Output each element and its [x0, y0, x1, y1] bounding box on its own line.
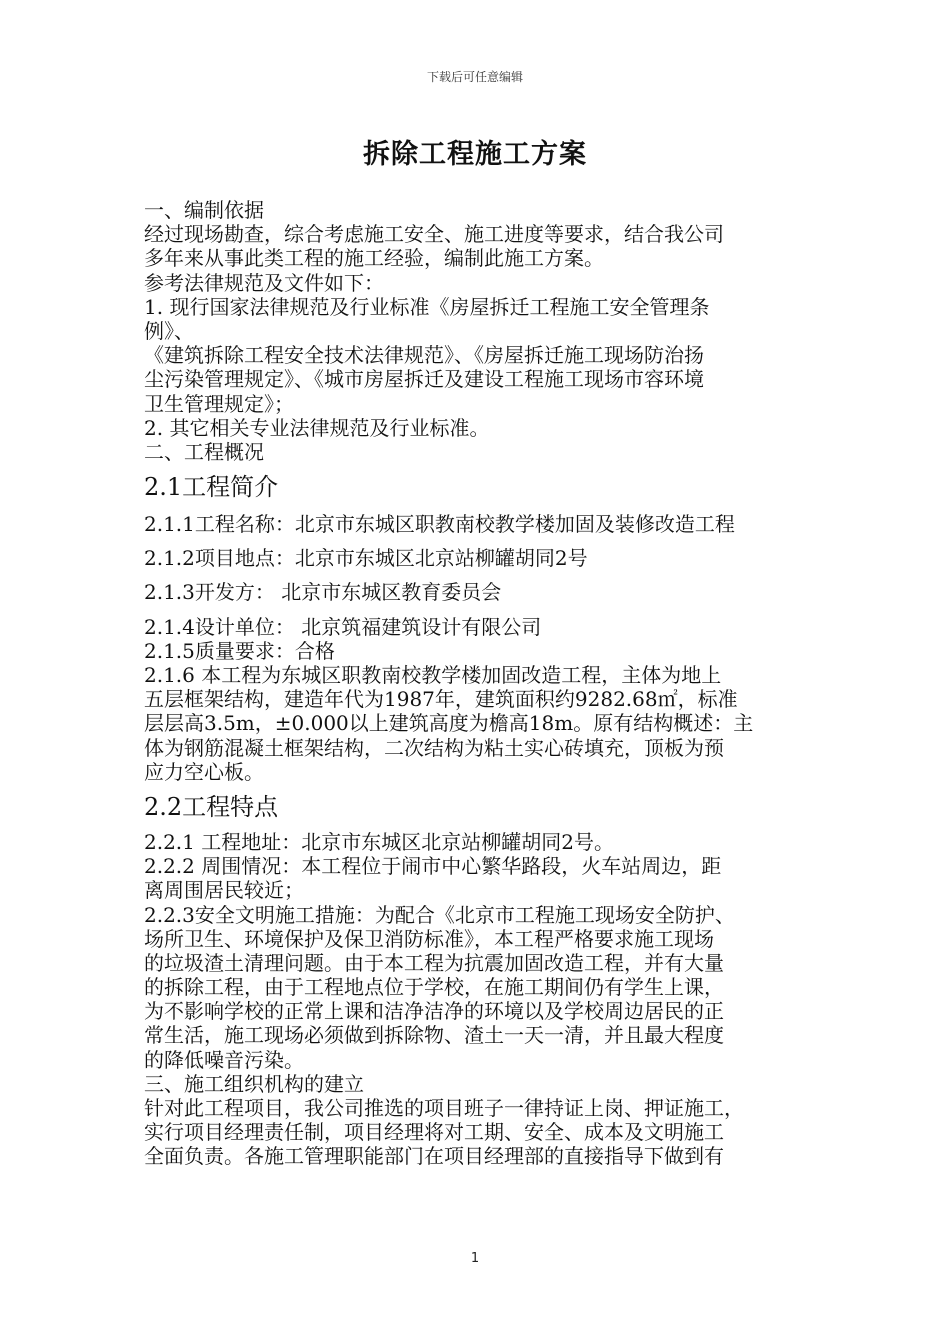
text-line: 五层框架结构，建造年代为1987年，建筑面积约9282.68㎡，标准: [144, 687, 738, 712]
text-line: 例》、: [144, 318, 194, 343]
item-project-name: 2.1.1工程名称：北京市东城区职教南校教学楼加固及装修改造工程: [144, 512, 735, 537]
text-line: 实行项目经理责任制，项目经理将对工期、安全、成本及文明施工: [144, 1120, 724, 1145]
text-line: 的垃圾渣土清理问题。由于本工程为抗震加固改造工程，并有大量: [144, 950, 724, 975]
text-line: 参考法律规范及文件如下：: [144, 270, 384, 295]
text-line: 针对此工程项目，我公司推选的项目班子一律持证上岗、押证施工，: [144, 1096, 744, 1120]
text-line: 1. 现行国家法律规范及行业标准《房屋拆迁工程施工安全管理条: [144, 294, 710, 319]
text-line: 多年来从事此类工程的施工经验，编制此施工方案。: [144, 246, 604, 271]
text-line: 的拆除工程，由于工程地点位于学校，在施工期间仍有学生上课，: [144, 975, 724, 1000]
text-line: 2.2.1 工程地址：北京市东城区北京站柳罐胡同2号。: [144, 829, 614, 854]
section-heading-2-2: 2.2工程特点: [144, 792, 279, 821]
text-line: 2.1.5质量要求：合格: [144, 638, 335, 663]
text-line: 卫生管理规定》；: [144, 391, 294, 416]
page-number: 1: [470, 1251, 480, 1266]
project-details-block: [144, 615, 808, 784]
document-body: [144, 198, 808, 1169]
text-line: 经过现场勘查，综合考虑施工安全、施工进度等要求，结合我公司: [144, 222, 724, 247]
text-line: 场所卫生、环境保护及保卫消防标准》，本工程严格要求施工现场: [144, 926, 714, 951]
text-line: 全面负责。各施工管理职能部门在项目经理部的直接指导下做到有: [144, 1144, 724, 1169]
text-line: 尘污染管理规定》、《城市房屋拆迁及建设工程施工现场市容环境: [144, 367, 704, 392]
text-line: 常生活，施工现场必须做到拆除物、渣土一天一清，并且最大程度: [144, 1023, 724, 1048]
text-line: 离周围居民较近；: [144, 878, 304, 903]
text-line: 为不影响学校的正常上课和洁净洁净的环境以及学校周边居民的正: [144, 999, 724, 1024]
text-line: 层层高3.5m，±0.000以上建筑高度为檐高18m。原有结构概述：主: [144, 711, 754, 736]
text-line: 2.1.4设计单位： 北京筑福建筑设计有限公司: [144, 614, 542, 639]
item-project-location: 2.1.2项目地点：北京市东城区北京站柳罐胡同2号: [144, 546, 588, 571]
text-line: 2.1.6 本工程为东城区职教南校教学楼加固改造工程，主体为地上: [144, 663, 722, 687]
text-line: 2. 其它相关专业法律规范及行业标准。: [144, 415, 490, 440]
item-developer: 2.1.3开发方： 北京市东城区教育委员会: [144, 580, 502, 605]
text-line: 三、施工组织机构的建立: [144, 1071, 364, 1096]
section-heading-2-1: 2.1工程简介: [144, 473, 279, 502]
compilation-basis-block: [144, 198, 808, 464]
text-line: 的降低噪音污染。: [144, 1047, 304, 1072]
text-line: 2.2.3安全文明施工措施：为配合《北京市工程施工现场安全防护、: [144, 902, 735, 927]
project-features-block: [144, 830, 808, 1169]
text-line: 2.2.2 周围情况：本工程位于闹市中心繁华路段，火车站周边，距: [144, 854, 722, 879]
document-title: 拆除工程施工方案: [363, 139, 587, 170]
text-line: 二、工程概况: [144, 439, 264, 464]
text-line: 体为钢筋混凝土框架结构，二次结构为粘土实心砖填充，顶板为预: [144, 735, 724, 760]
text-line: 《建筑拆除工程安全技术法律规范》、《房屋拆迁施工现场防治扬: [144, 343, 704, 368]
text-line: 一、编制依据: [144, 198, 264, 222]
header-note: 下载后可任意编辑: [426, 70, 523, 84]
text-line: 应力空心板。: [144, 759, 264, 784]
